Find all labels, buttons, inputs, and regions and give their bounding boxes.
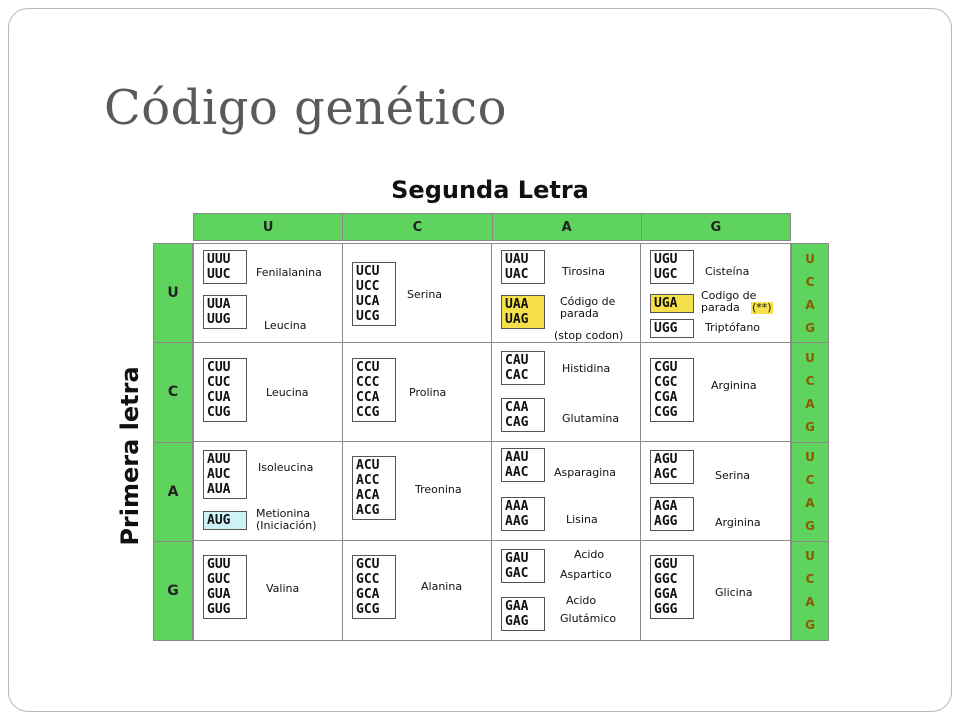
- first-letter-g: G: [167, 582, 179, 599]
- cell-cu: [194, 343, 343, 442]
- third-letter-group: [792, 443, 828, 542]
- codon-box: [650, 555, 694, 619]
- codon: AUG: [207, 513, 231, 528]
- codon: CGG: [654, 405, 678, 420]
- third-letter: A: [805, 396, 815, 411]
- codon: UGG: [654, 321, 678, 336]
- codon: CUG: [207, 405, 231, 420]
- amino-acid-label: Leucina: [264, 319, 307, 332]
- cell-uu: [194, 244, 343, 343]
- amino-acid-label: Isoleucina: [258, 461, 314, 474]
- codon: GUC: [207, 572, 231, 587]
- cell-gu: [194, 541, 343, 640]
- codon: CAA: [505, 400, 529, 415]
- codon-box: [203, 295, 247, 329]
- second-letter-a: A: [493, 214, 642, 240]
- codon: AGA: [654, 499, 678, 514]
- codon: CAU: [505, 353, 529, 368]
- codon: AGC: [654, 467, 678, 482]
- third-letter: U: [805, 549, 815, 564]
- codon-box: [501, 250, 545, 284]
- codon-box: [203, 358, 247, 422]
- codon: GGU: [654, 557, 678, 572]
- codon: CCG: [356, 405, 380, 420]
- cell-ug: [641, 244, 790, 343]
- amino-acid-label: Alanina: [421, 580, 463, 593]
- amino-acid-label: Asparagina: [554, 466, 616, 479]
- codon: UCA: [356, 294, 380, 309]
- cell-ac: [343, 442, 492, 541]
- codon-box: [650, 358, 694, 422]
- codon: UAG: [505, 312, 529, 327]
- cell-aa: [492, 442, 641, 541]
- second-letter-c: C: [343, 214, 492, 240]
- amino-acid-label: Triptófano: [705, 321, 761, 334]
- codon: AAA: [505, 499, 529, 514]
- cell-cc: [343, 343, 492, 442]
- codon: UUG: [207, 312, 231, 327]
- first-letter-c: C: [154, 343, 192, 442]
- codon: CAG: [505, 415, 529, 430]
- third-letter-group: [792, 244, 828, 343]
- codon-box: [203, 250, 247, 284]
- codon: GUU: [207, 557, 231, 572]
- first-letter-column: [153, 243, 193, 641]
- third-letter: A: [805, 595, 815, 610]
- amino-acid-label: Glicina: [715, 586, 753, 599]
- codon-box: [501, 351, 545, 385]
- codon-box: [650, 319, 694, 338]
- codon: UAA: [505, 297, 529, 312]
- second-letter-header: [193, 213, 791, 241]
- codon: UGA: [654, 296, 678, 311]
- second-letter-g: G: [710, 219, 722, 235]
- codon-box: [501, 448, 545, 482]
- codon: UCU: [356, 264, 380, 279]
- codon-box: [501, 398, 545, 432]
- codon: UAC: [505, 267, 529, 282]
- amino-acid-label: Arginina: [711, 379, 757, 392]
- codon: GAA: [505, 599, 529, 614]
- codon: GCU: [356, 557, 380, 572]
- third-letter: U: [805, 251, 815, 266]
- codon-box: [650, 497, 694, 531]
- start-note: (Iniciación): [256, 519, 317, 532]
- codon: ACA: [356, 488, 380, 503]
- codon: AUC: [207, 467, 231, 482]
- third-letter: G: [805, 419, 815, 434]
- codon: CUU: [207, 360, 231, 375]
- codon: CCA: [356, 390, 380, 405]
- codon-box: [352, 262, 396, 326]
- third-letter-column: [791, 243, 829, 641]
- stop-mark: (**): [752, 301, 772, 314]
- codon: ACU: [356, 458, 380, 473]
- codon: UUA: [207, 297, 231, 312]
- codon: CGA: [654, 390, 678, 405]
- cell-ga: [492, 541, 641, 640]
- first-letter-a: A: [154, 443, 192, 542]
- codon: GAC: [505, 566, 529, 581]
- codon: GUG: [207, 602, 231, 617]
- amino-acid-label: Treonina: [415, 483, 462, 496]
- slide-title: Código genético: [104, 80, 507, 136]
- amino-acid-label-2: Aspartico: [560, 568, 612, 581]
- amino-acid-label: Histidina: [562, 362, 611, 375]
- amino-acid-label: Leucina: [266, 386, 309, 399]
- amino-acid-label: Acido: [574, 548, 605, 561]
- amino-acid-label: Serina: [715, 469, 751, 482]
- second-letter-title: Segunda Letra: [391, 176, 589, 204]
- codon-box: [501, 497, 545, 531]
- codon: ACC: [356, 473, 380, 488]
- codon: GGA: [654, 587, 678, 602]
- codon-box: [501, 549, 545, 583]
- codon: UAU: [505, 252, 529, 267]
- codon-box: [203, 450, 247, 499]
- codon: AUU: [207, 452, 231, 467]
- amino-acid-label: Cisteína: [705, 265, 750, 278]
- cell-ca: [492, 343, 641, 442]
- codon: AAG: [505, 514, 529, 529]
- codon: UGC: [654, 267, 678, 282]
- codon: UGU: [654, 252, 678, 267]
- codon: UUU: [207, 252, 231, 267]
- stop-codon-box: [650, 294, 694, 313]
- third-letter: C: [805, 473, 815, 488]
- third-letter: A: [805, 496, 815, 511]
- third-letter: A: [805, 297, 815, 312]
- codon-box: [650, 450, 694, 484]
- stop-label: Código de parada: [560, 295, 616, 320]
- third-letter-group: [792, 343, 828, 442]
- third-letter: U: [805, 350, 815, 365]
- stop-label: Codigo de parada: [701, 289, 757, 314]
- codon-box: [501, 597, 545, 631]
- stop-codon-box: [501, 295, 545, 329]
- start-label: Metionina: [256, 507, 311, 520]
- third-letter: G: [805, 519, 815, 534]
- cell-cg: [641, 343, 790, 442]
- third-letter: C: [805, 274, 815, 289]
- codon: CUA: [207, 390, 231, 405]
- amino-acid-label: Fenilalanina: [256, 266, 322, 279]
- codon: GAG: [505, 614, 529, 629]
- codon: CCU: [356, 360, 380, 375]
- stop-codon-note: (stop codon): [554, 329, 624, 342]
- third-letter: C: [805, 373, 815, 388]
- codon: CCC: [356, 375, 380, 390]
- codon: GCC: [356, 572, 380, 587]
- second-letter-u: U: [194, 214, 343, 240]
- codon: AUA: [207, 482, 231, 497]
- amino-acid-label: Prolina: [409, 386, 447, 399]
- amino-acid-label-2: Glutámico: [560, 612, 617, 625]
- cell-gg: [641, 541, 790, 640]
- codon: AAC: [505, 465, 529, 480]
- cell-uc: [343, 244, 492, 343]
- codon: UCC: [356, 279, 380, 294]
- codon: UUC: [207, 267, 231, 282]
- codon: AGU: [654, 452, 678, 467]
- codon: AGG: [654, 514, 678, 529]
- codon-box: [203, 555, 247, 619]
- cell-gc: [343, 541, 492, 640]
- codon: AAU: [505, 450, 529, 465]
- cell-ag: [641, 442, 790, 541]
- codon: GGG: [654, 602, 678, 617]
- first-letter-u: U: [154, 244, 192, 343]
- amino-acid-label: Tirosina: [562, 265, 605, 278]
- third-letter: G: [805, 320, 815, 335]
- codon: CUC: [207, 375, 231, 390]
- amino-acid-label: Lisina: [566, 513, 598, 526]
- third-letter: U: [805, 450, 815, 465]
- amino-acid-label: Glutamina: [562, 412, 620, 425]
- amino-acid-label: Arginina: [715, 516, 761, 529]
- codon-box: [352, 358, 396, 422]
- amino-acid-label: Serina: [407, 288, 443, 301]
- third-letter-group: [792, 542, 828, 640]
- codon-box: [352, 555, 396, 619]
- codon: ACG: [356, 503, 380, 518]
- codon: GCG: [356, 602, 380, 617]
- codon-box: [650, 250, 694, 284]
- codon: GUA: [207, 587, 231, 602]
- third-letter: C: [805, 572, 815, 587]
- third-letter: G: [805, 618, 815, 633]
- codon: CGU: [654, 360, 678, 375]
- codon: CAC: [505, 368, 529, 383]
- codon: GGC: [654, 572, 678, 587]
- codon-grid: [193, 243, 791, 641]
- amino-acid-label: Acido: [566, 594, 597, 607]
- amino-acid-label: Valina: [266, 582, 300, 595]
- cell-ua: [492, 244, 641, 343]
- codon-box: [352, 456, 396, 520]
- codon: CGC: [654, 375, 678, 390]
- codon: UCG: [356, 309, 380, 324]
- first-letter-title: Primera letra: [116, 366, 144, 546]
- start-codon-box: [203, 511, 247, 530]
- cell-au: [194, 442, 343, 541]
- codon: GCA: [356, 587, 380, 602]
- codon: GAU: [505, 551, 529, 566]
